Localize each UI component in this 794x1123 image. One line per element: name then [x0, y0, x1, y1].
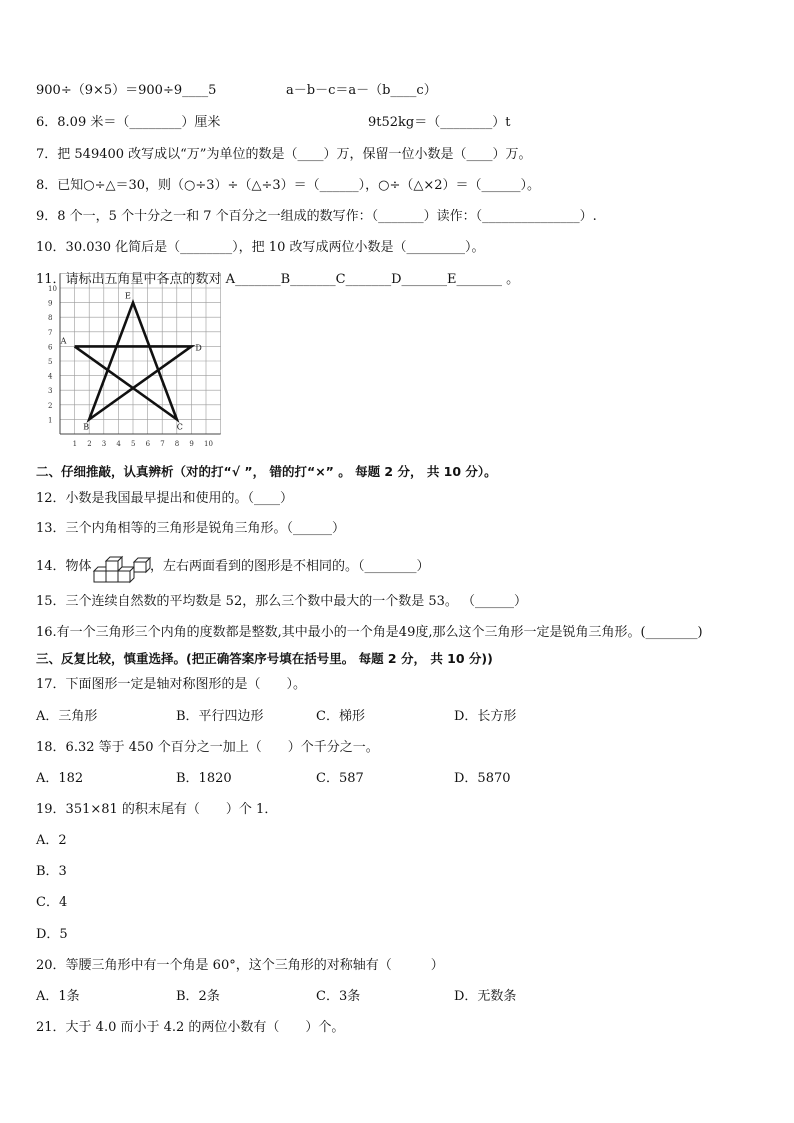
question-21: 21．大于 4.0 而小于 4.2 的两位小数有（ ）个。: [36, 1020, 345, 1035]
question-14-prefix: 14．物体: [36, 559, 92, 574]
question-13: 13．三个内角相等的三角形是锐角三角形。（______）: [36, 521, 346, 536]
x-tick-label: 3: [101, 440, 107, 448]
section-2-heading: 二、仔细推敲，认真辨析（对的打“√ ”， 错的打“×” 。 每题 2 分， 共 10 分）。: [36, 464, 497, 479]
x-tick-label: 5: [131, 440, 136, 448]
question-15: 15．三个连续自然数的平均数是 52，那么三个数中最大的一个数是 53。 （______）: [36, 594, 528, 609]
question-7: 7．把 549400 改写成以“万”为单位的数是（____）万，保留一位小数是（____）万。: [36, 147, 532, 162]
point-label-e: E: [125, 291, 131, 301]
y-tick-label: 10: [48, 285, 57, 293]
x-tick-label: 1: [72, 440, 78, 448]
cube-1: [94, 571, 106, 582]
cube-top-front: [106, 561, 118, 571]
q20-option-a: A．1条: [36, 989, 80, 1004]
y-tick-label: 6: [48, 343, 53, 352]
q20-option-c: C．3条: [316, 989, 361, 1004]
q5-expression-left: 900÷（9×5）＝900÷9____5: [36, 83, 217, 98]
q18-option-a: A．182: [36, 771, 84, 786]
y-tick-label: 4: [48, 372, 53, 381]
q19-option-c: C．4: [36, 895, 68, 910]
cube-1-top: [94, 567, 106, 571]
y-tick-label: 7: [48, 328, 53, 337]
q19-option-d: D．5: [36, 927, 68, 942]
x-tick-label: 8: [174, 440, 180, 448]
question-10: 10．30.030 化简后是（________），把 10 改写成两位小数是（_________）。: [36, 240, 485, 255]
q17-option-c: C．梯形: [316, 709, 365, 724]
star-grid-figure: [30, 285, 240, 456]
point-label-a: A: [60, 336, 67, 346]
y-tick-label: 8: [48, 314, 53, 323]
q17-option-d: D．长方形: [454, 709, 517, 724]
y-tick-label: 9: [48, 299, 53, 308]
q18-option-b: B．1820: [176, 771, 232, 786]
point-label-d: D: [195, 343, 202, 353]
y-tick-label: 1: [48, 416, 53, 425]
q19-option-b: B．3: [36, 864, 67, 879]
y-tick-label: 3: [48, 387, 53, 396]
q5-expression-right: a－b－c＝a－（b____c）: [286, 83, 437, 98]
point-label-c: C: [176, 422, 183, 432]
question-8: 8．已知○÷△＝30，则（○÷3）÷（△÷3）＝（______），○÷（△×2）＝（______）。: [36, 178, 541, 193]
question-9: 9．8 个一，5 个十分之一和 7 个百分之一组成的数写作：（_______）读作：（_______________）.: [36, 209, 597, 224]
cube-stack-figure: [92, 556, 150, 584]
x-tick-label: 7: [160, 440, 165, 448]
cube-back: [134, 562, 146, 572]
section-3-heading: 三、反复比较，慎重选择。(把正确答案序号填在括号里。 每题 2 分， 共 10 分)): [36, 651, 493, 666]
q18-option-d: D．5870: [454, 771, 511, 786]
question-14-text: ，左右两面看到的图形是不相同的。（________）: [150, 559, 430, 574]
question-20: 20．等腰三角形中有一个角是 60°，这个三角形的对称轴有（ ）: [36, 958, 444, 973]
question-6-left: 6．8.09 米＝（________）厘米: [36, 115, 221, 130]
point-label-b: B: [83, 422, 90, 432]
question-17: 17．下面图形一定是轴对称图形的是（ ）。: [36, 677, 307, 692]
cube-2: [106, 571, 118, 582]
x-tick-label: 6: [145, 440, 151, 448]
x-tick-label: 10: [204, 440, 213, 448]
q17-option-a: A．三角形: [36, 709, 98, 724]
y-tick-label: 2: [48, 401, 53, 410]
x-tick-label: 2: [87, 440, 92, 448]
question-12: 12．小数是我国最早提出和使用的。（____）: [36, 491, 294, 506]
question-11: 11．请标出五角星中各点的数对 A_______B_______C_______D_______E_______ 。: [36, 272, 520, 287]
q17-option-b: B．平行四边形: [176, 709, 264, 724]
question-18: 18．6.32 等于 450 个百分之一加上（ ）个千分之一。: [36, 740, 379, 755]
q20-option-b: B．2条: [176, 989, 220, 1004]
x-tick-label: 4: [116, 440, 121, 448]
q19-option-a: A．2: [36, 833, 67, 848]
y-tick-label: 5: [48, 358, 53, 366]
question-19: 19．351×81 的积末尾有（ ）个 1．: [36, 802, 278, 817]
q18-option-c: C．587: [316, 771, 364, 786]
x-tick-label: 9: [189, 440, 194, 448]
cube-3: [118, 571, 130, 582]
question-6-right: 9t52kg＝（________）t: [368, 115, 511, 130]
q20-option-d: D．无数条: [454, 989, 517, 1004]
question-16: 16.有一个三角形三个内角的度数都是整数,其中最小的一个角是49度,那么这个三角形一定是锐角三角形。(________): [36, 625, 703, 640]
